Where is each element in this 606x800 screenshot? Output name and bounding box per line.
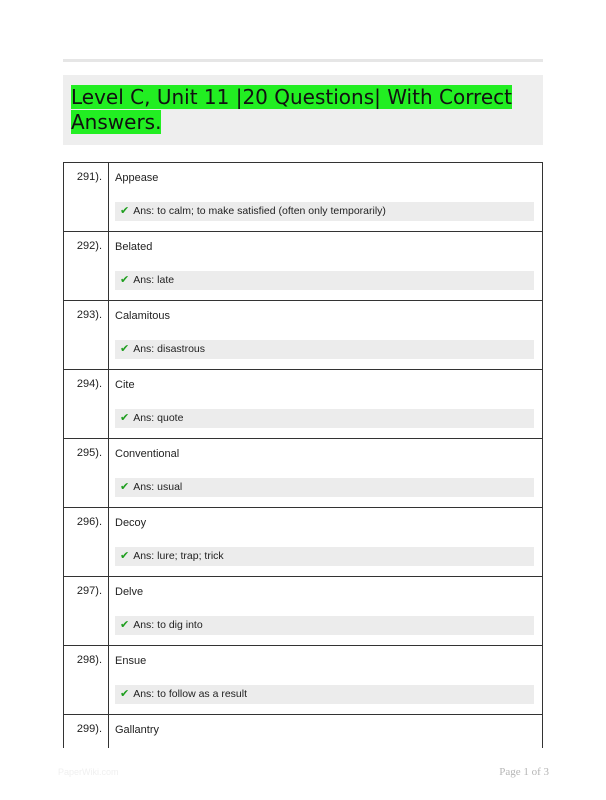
answer-text: Ans: to calm; to make satisfied (often only temporarily) [133, 205, 386, 217]
question-number: 299). [64, 715, 109, 748]
question-term: Delve [115, 586, 144, 598]
question-number: 292). [64, 232, 109, 300]
question-body [109, 508, 542, 576]
check-icon: ✔ [120, 619, 130, 631]
question-row [64, 439, 542, 508]
answer-text: Ans: to dig into [133, 619, 203, 631]
check-icon: ✔ [120, 274, 130, 286]
answer-text: Ans: disastrous [133, 343, 206, 355]
page-number: Page 1 of 3 [499, 766, 549, 778]
answer-box [115, 685, 534, 704]
question-body [109, 577, 542, 645]
check-icon: ✔ [120, 481, 130, 493]
check-icon: ✔ [120, 205, 130, 217]
question-term: Decoy [115, 517, 147, 529]
question-number: 296). [64, 508, 109, 576]
question-term: Cite [115, 379, 135, 391]
questions-table [63, 162, 543, 748]
answer-text: Ans: late [133, 274, 175, 286]
question-body [109, 301, 542, 369]
question-body [109, 439, 542, 507]
check-icon: ✔ [120, 688, 130, 700]
question-row [64, 646, 542, 715]
answer-box [115, 478, 534, 497]
answer-box [115, 271, 534, 290]
question-number: 291). [64, 163, 109, 231]
check-icon: ✔ [120, 412, 130, 424]
title-line-2: Answers. [71, 110, 162, 134]
question-body [109, 232, 542, 300]
question-row [64, 370, 542, 439]
question-number: 298). [64, 646, 109, 714]
question-row [64, 232, 542, 301]
check-icon: ✔ [120, 550, 130, 562]
question-row [64, 577, 542, 646]
question-term: Belated [115, 241, 153, 253]
question-row [64, 508, 542, 577]
top-divider [63, 59, 543, 62]
answer-box [115, 340, 534, 359]
question-term: Ensue [115, 655, 147, 667]
answer-text: Ans: usual [133, 481, 183, 493]
question-body [109, 715, 542, 748]
question-term: Calamitous [115, 310, 171, 322]
page-title [71, 85, 535, 135]
answer-text: Ans: lure; trap; trick [133, 550, 224, 562]
question-row [64, 301, 542, 370]
question-row [64, 715, 542, 748]
question-term: Gallantry [115, 724, 160, 736]
footer-watermark: PaperWiki.com [58, 767, 119, 777]
question-term: Conventional [115, 448, 180, 460]
answer-box [115, 616, 534, 635]
title-banner [63, 75, 543, 145]
question-number: 297). [64, 577, 109, 645]
answer-box [115, 202, 534, 221]
answer-text: Ans: to follow as a result [133, 688, 248, 700]
question-number: 293). [64, 301, 109, 369]
question-body [109, 646, 542, 714]
question-row [64, 163, 542, 232]
question-body [109, 163, 542, 231]
check-icon: ✔ [120, 343, 130, 355]
answer-box [115, 547, 534, 566]
answer-box [115, 409, 534, 428]
question-number: 295). [64, 439, 109, 507]
title-line-1: Level C, Unit 11 |20 Questions| With Correct [71, 85, 512, 109]
answer-text: Ans: quote [133, 412, 184, 424]
question-term: Appease [115, 172, 159, 184]
question-number: 294). [64, 370, 109, 438]
question-body [109, 370, 542, 438]
